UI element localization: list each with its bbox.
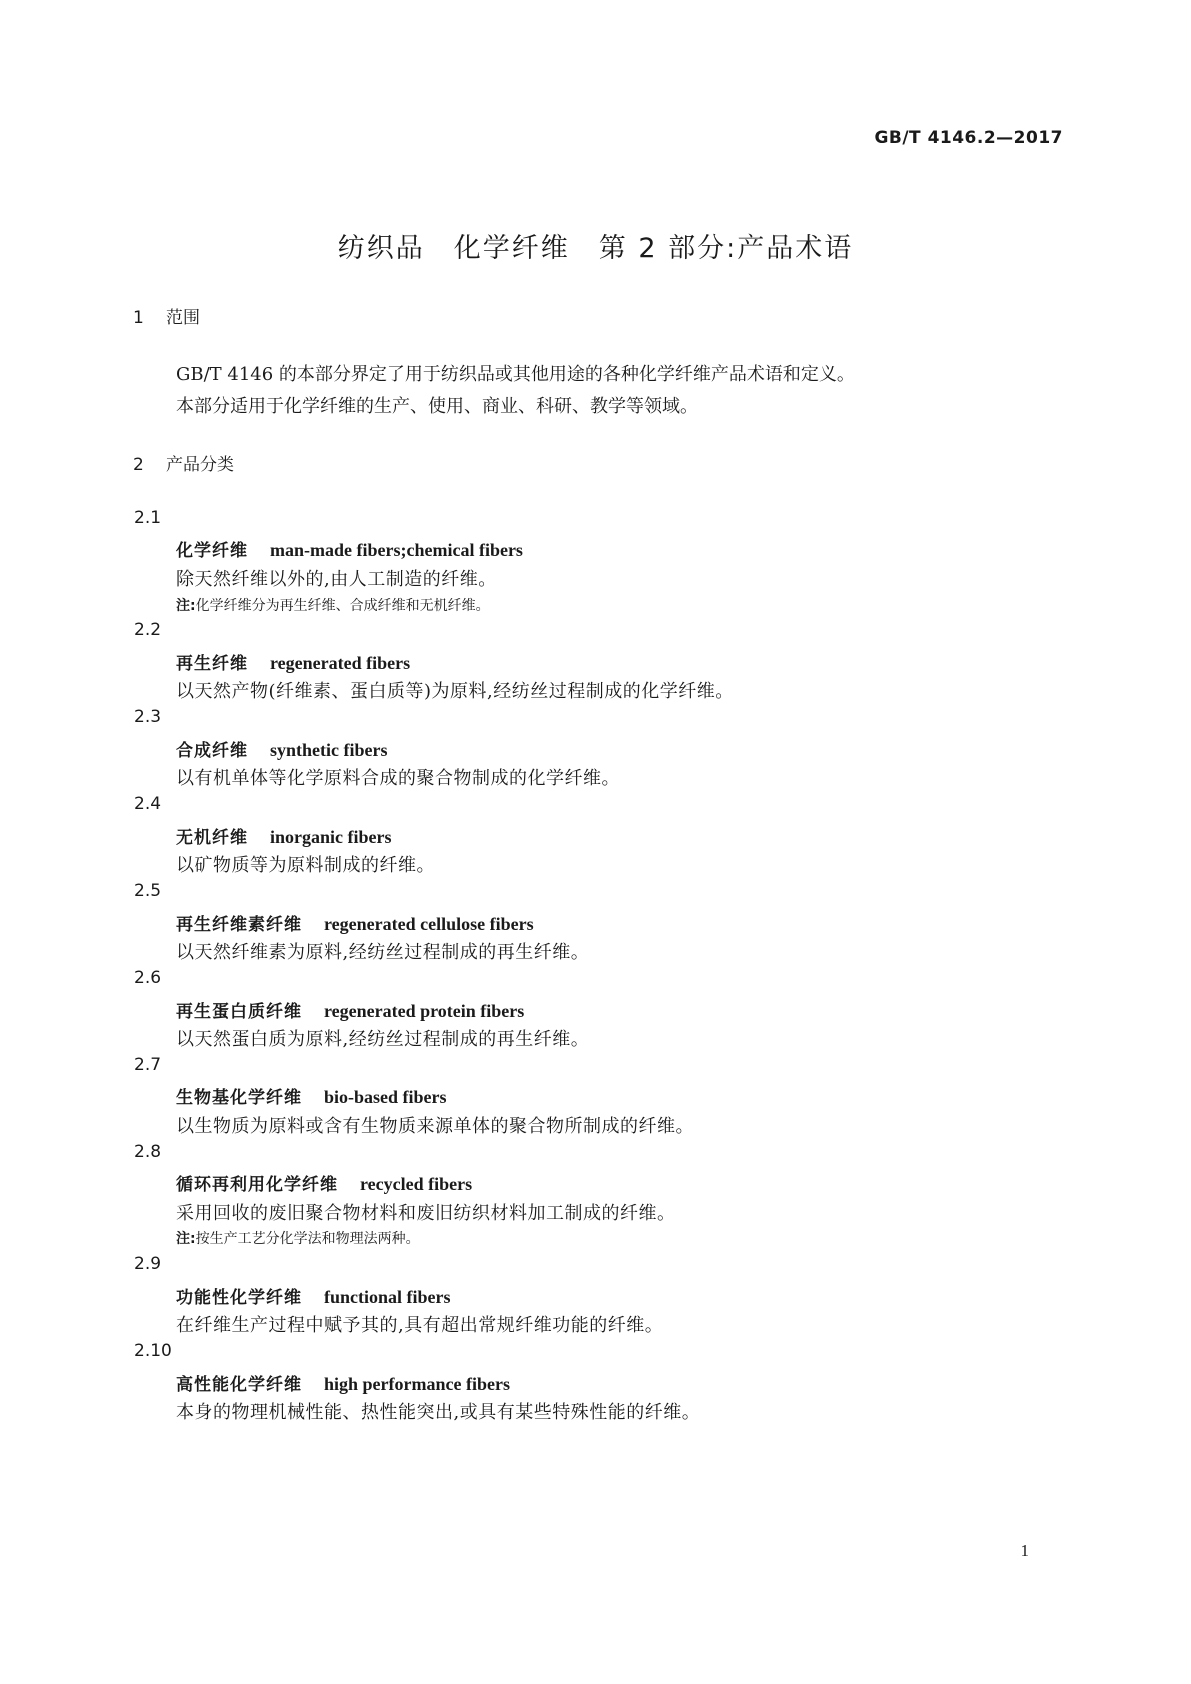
term-chinese: 功能性化学纤维 — [176, 1288, 302, 1308]
term-entry — [176, 736, 387, 761]
term-definition: 以生物质为原料或含有生物质来源单体的聚合物所制成的纤维。 — [176, 1116, 694, 1137]
term-entry — [176, 1083, 447, 1108]
term-chinese: 高性能化学纤维 — [176, 1375, 302, 1395]
section-number: 2 — [133, 455, 144, 475]
term-chinese: 无机纤维 — [176, 828, 248, 848]
term-entry — [176, 1283, 451, 1308]
term-english: recycled fibers — [360, 1174, 473, 1194]
term-english: regenerated fibers — [270, 653, 411, 673]
section-title: 产品分类 — [166, 455, 234, 475]
term-note — [176, 1228, 420, 1248]
note-text: 按生产工艺分化学法和物理法两种。 — [195, 1231, 420, 1247]
term-number: 2.7 — [134, 1055, 162, 1075]
term-entry — [176, 823, 392, 848]
term-entry — [176, 649, 410, 674]
term-entry — [176, 1170, 472, 1195]
term-definition: 以天然纤维素为原料,经纺丝过程制成的再生纤维。 — [176, 942, 590, 963]
term-english: synthetic fibers — [270, 740, 388, 760]
term-number: 2.9 — [134, 1254, 162, 1274]
term-english: bio-based fibers — [324, 1087, 447, 1107]
term-definition: 以天然产物(纤维素、蛋白质等)为原料,经纺丝过程制成的化学纤维。 — [176, 681, 734, 702]
term-number: 2.10 — [134, 1341, 172, 1361]
section-heading-classification — [133, 450, 234, 475]
term-number: 2.3 — [134, 707, 162, 727]
scope-paragraph-2: 本部分适用于化学纤维的生产、使用、商业、科研、教学等领域。 — [176, 396, 698, 417]
term-chinese: 生物基化学纤维 — [176, 1088, 302, 1108]
term-chinese: 化学纤维 — [176, 541, 248, 561]
term-number: 2.2 — [134, 620, 162, 640]
note-label: 注: — [176, 598, 196, 614]
term-entry — [176, 997, 524, 1022]
term-definition: 在纤维生产过程中赋予其的,具有超出常规纤维功能的纤维。 — [176, 1315, 664, 1336]
term-number: 2.1 — [134, 508, 162, 528]
term-definition: 本身的物理机械性能、热性能突出,或具有某些特殊性能的纤维。 — [176, 1402, 701, 1423]
term-english: inorganic fibers — [270, 827, 392, 847]
term-english: regenerated cellulose fibers — [324, 914, 534, 934]
term-entry — [176, 910, 534, 935]
term-english: regenerated protein fibers — [324, 1001, 525, 1021]
term-entry — [176, 1370, 510, 1395]
term-entry — [176, 536, 523, 561]
note-text: 化学纤维分为再生纤维、合成纤维和无机纤维。 — [195, 598, 490, 614]
term-definition: 以有机单体等化学原料合成的聚合物制成的化学纤维。 — [176, 768, 620, 789]
scope-paragraph-1: GB/T 4146 的本部分界定了用于纺织品或其他用途的各种化学纤维产品术语和定义。 — [176, 364, 855, 385]
term-chinese: 合成纤维 — [176, 741, 248, 761]
document-title: 纺织品 化学纤维 第 2 部分:产品术语 — [337, 233, 854, 264]
page-number: 1 — [1020, 1541, 1029, 1560]
term-definition: 采用回收的废旧聚合物材料和废旧纺织材料加工制成的纤维。 — [176, 1203, 676, 1224]
note-label: 注: — [176, 1231, 196, 1247]
term-number: 2.8 — [134, 1142, 162, 1162]
term-definition: 以矿物质等为原料制成的纤维。 — [176, 855, 435, 876]
section-heading-scope — [133, 303, 200, 328]
term-chinese: 再生纤维素纤维 — [176, 915, 302, 935]
term-english: functional fibers — [324, 1287, 451, 1307]
term-chinese: 再生纤维 — [176, 654, 248, 674]
term-chinese: 循环再利用化学纤维 — [176, 1175, 338, 1195]
section-number: 1 — [133, 308, 144, 328]
term-number: 2.6 — [134, 968, 162, 988]
standard-code: GB/T 4146.2—2017 — [874, 128, 1063, 148]
term-definition: 除天然纤维以外的,由人工制造的纤维。 — [176, 569, 497, 590]
term-number: 2.5 — [134, 881, 162, 901]
section-title: 范围 — [166, 308, 200, 328]
term-note — [176, 595, 490, 615]
term-english: man-made fibers;chemical fibers — [270, 540, 523, 560]
term-definition: 以天然蛋白质为原料,经纺丝过程制成的再生纤维。 — [176, 1029, 590, 1050]
term-chinese: 再生蛋白质纤维 — [176, 1002, 302, 1022]
term-english: high performance fibers — [324, 1374, 510, 1394]
term-number: 2.4 — [134, 794, 162, 814]
